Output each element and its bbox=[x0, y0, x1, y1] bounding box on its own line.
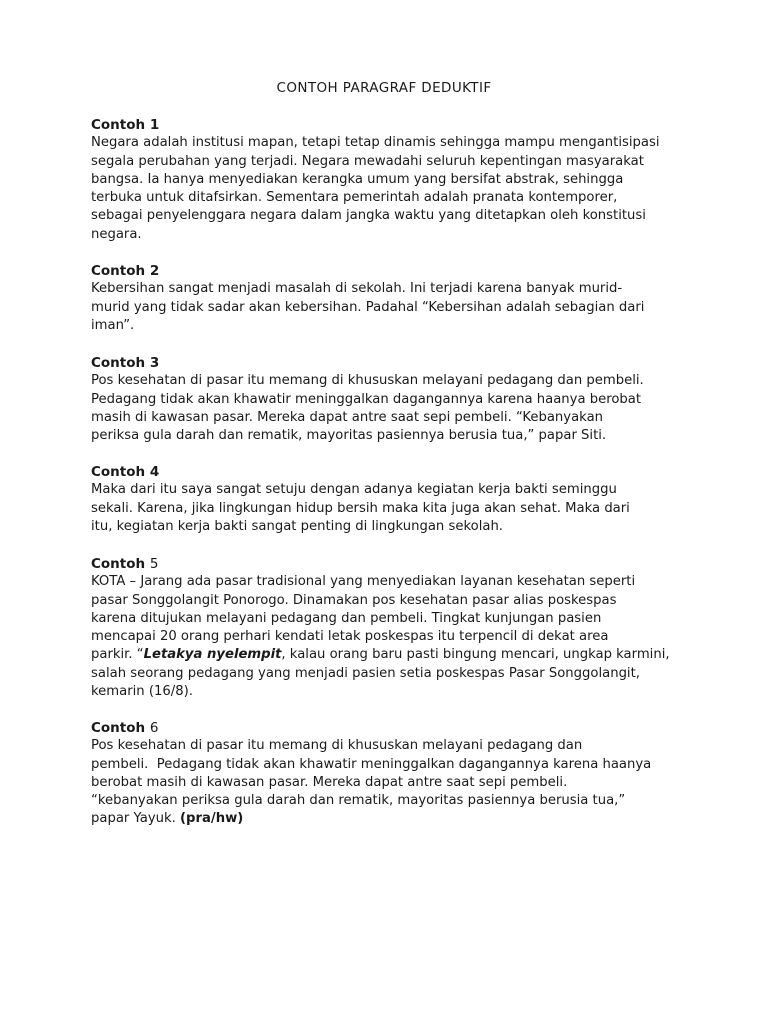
paragraph-line: Negara adalah institusi mapan, tetapi tetap dinamis sehingga mampu mengantisipasi bbox=[91, 135, 660, 151]
paragraph-line: sekali. Karena, jika lingkungan hidup bersih maka kita juga akan sehat. Maka dari bbox=[91, 500, 630, 516]
paragraph-line: itu, kegiatan kerja bakti sangat penting di lingkungan sekolah. bbox=[91, 518, 503, 534]
paragraph-line: iman”. bbox=[91, 317, 135, 333]
line-text: papar Yayuk. bbox=[91, 811, 181, 827]
paragraph-line: “kebanyakan periksa gula darah dan rematik, mayoritas pasiennya berusia tua,” bbox=[91, 793, 626, 809]
heading-number: 6 bbox=[149, 720, 159, 736]
paragraph-line: bangsa. Ia hanya menyediakan kerangka umum yang bersifat abstrak, sehingga bbox=[91, 171, 624, 187]
paragraph-line: periksa gula darah dan rematik, mayoritas pasiennya berusia tua,” papar Siti. bbox=[91, 428, 607, 444]
heading-word: Contoh bbox=[91, 556, 146, 572]
paragraph-line: negara. bbox=[91, 226, 142, 242]
paragraph-line: kemarin (16/8). bbox=[91, 684, 193, 700]
section-heading bbox=[91, 719, 691, 737]
paragraph-line: Kebersihan sangat menjadi masalah di sekolah. Ini terjadi karena banyak murid- bbox=[91, 281, 623, 297]
section-heading: Contoh 1 bbox=[91, 117, 160, 133]
paragraph-line: Maka dari itu saya sangat setuju dengan adanya kegiatan kerja bakti seminggu bbox=[91, 482, 617, 498]
section-contoh-3 bbox=[91, 354, 691, 445]
line-text: , kalau orang baru pasti bingung mencari, ungkap karmini, bbox=[281, 647, 670, 663]
heading-number: 5 bbox=[149, 556, 159, 572]
section-contoh-2 bbox=[91, 262, 691, 335]
paragraph-line: Pedagang tidak akan khawatir meninggalkan dagangannya karena haanya berobat bbox=[91, 391, 642, 407]
paragraph-line bbox=[91, 646, 691, 664]
section-heading: Contoh 2 bbox=[91, 263, 160, 279]
paragraph-line: salah seorang pedagang yang menjadi pasien setia poskespas Pasar Songgolangit, bbox=[91, 665, 640, 681]
section-heading: Contoh 4 bbox=[91, 464, 160, 480]
paragraph-line bbox=[91, 810, 691, 828]
paragraph-line: Pos kesehatan di pasar itu memang di khususkan melayani pedagang dan pembeli. bbox=[91, 373, 644, 389]
page-title: CONTOH PARAGRAF DEDUKTIF bbox=[276, 80, 492, 96]
author-initials: (pra/hw) bbox=[180, 811, 244, 827]
section-contoh-1 bbox=[91, 116, 691, 244]
paragraph-line: Pos kesehatan di pasar itu memang di khususkan melayani pedagang dan bbox=[91, 738, 583, 754]
section-contoh-6 bbox=[91, 719, 691, 829]
paragraph-line: pembeli. Pedagang tidak akan khawatir meninggalkan dagangannya karena haanya bbox=[91, 756, 652, 772]
section-contoh-5 bbox=[91, 555, 691, 701]
section-heading bbox=[91, 555, 691, 573]
paragraph-line: pasar Songgolangit Ponorogo. Dinamakan pos kesehatan pasar alias poskespas bbox=[91, 592, 617, 608]
line-text: parkir. “ bbox=[91, 647, 144, 663]
paragraph-line: karena ditujukan melayani pedagang dan pembeli. Tingkat kunjungan pasien bbox=[91, 610, 602, 626]
paragraph-line: sebagai penyelenggara negara dalam jangka waktu yang ditetapkan oleh konstitusi bbox=[91, 208, 646, 224]
paragraph-line: terbuka untuk ditafsirkan. Sementara pemerintah adalah pranata kontemporer, bbox=[91, 190, 618, 206]
paragraph-line: murid yang tidak sadar akan kebersihan. Padahal “Kebersihan adalah sebagian dari bbox=[91, 299, 645, 315]
emphasized-quote: Letakya nyelempit bbox=[143, 647, 282, 663]
heading-word: Contoh bbox=[91, 720, 146, 736]
paragraph-line: masih di kawasan pasar. Mereka dapat antre saat sepi pembeli. “Kebanyakan bbox=[91, 409, 604, 425]
section-contoh-4 bbox=[91, 463, 691, 536]
paragraph-line: KOTA – Jarang ada pasar tradisional yang menyediakan layanan kesehatan seperti bbox=[91, 574, 636, 590]
paragraph-line: mencapai 20 orang perhari kendati letak poskespas itu terpencil di dekat area bbox=[91, 629, 609, 645]
paragraph-line: segala perubahan yang terjadi. Negara mewadahi seluruh kepentingan masyarakat bbox=[91, 153, 644, 169]
paragraph-line: berobat masih di kawasan pasar. Mereka dapat antre saat sepi pembeli. bbox=[91, 774, 568, 790]
section-heading: Contoh 3 bbox=[91, 355, 160, 371]
